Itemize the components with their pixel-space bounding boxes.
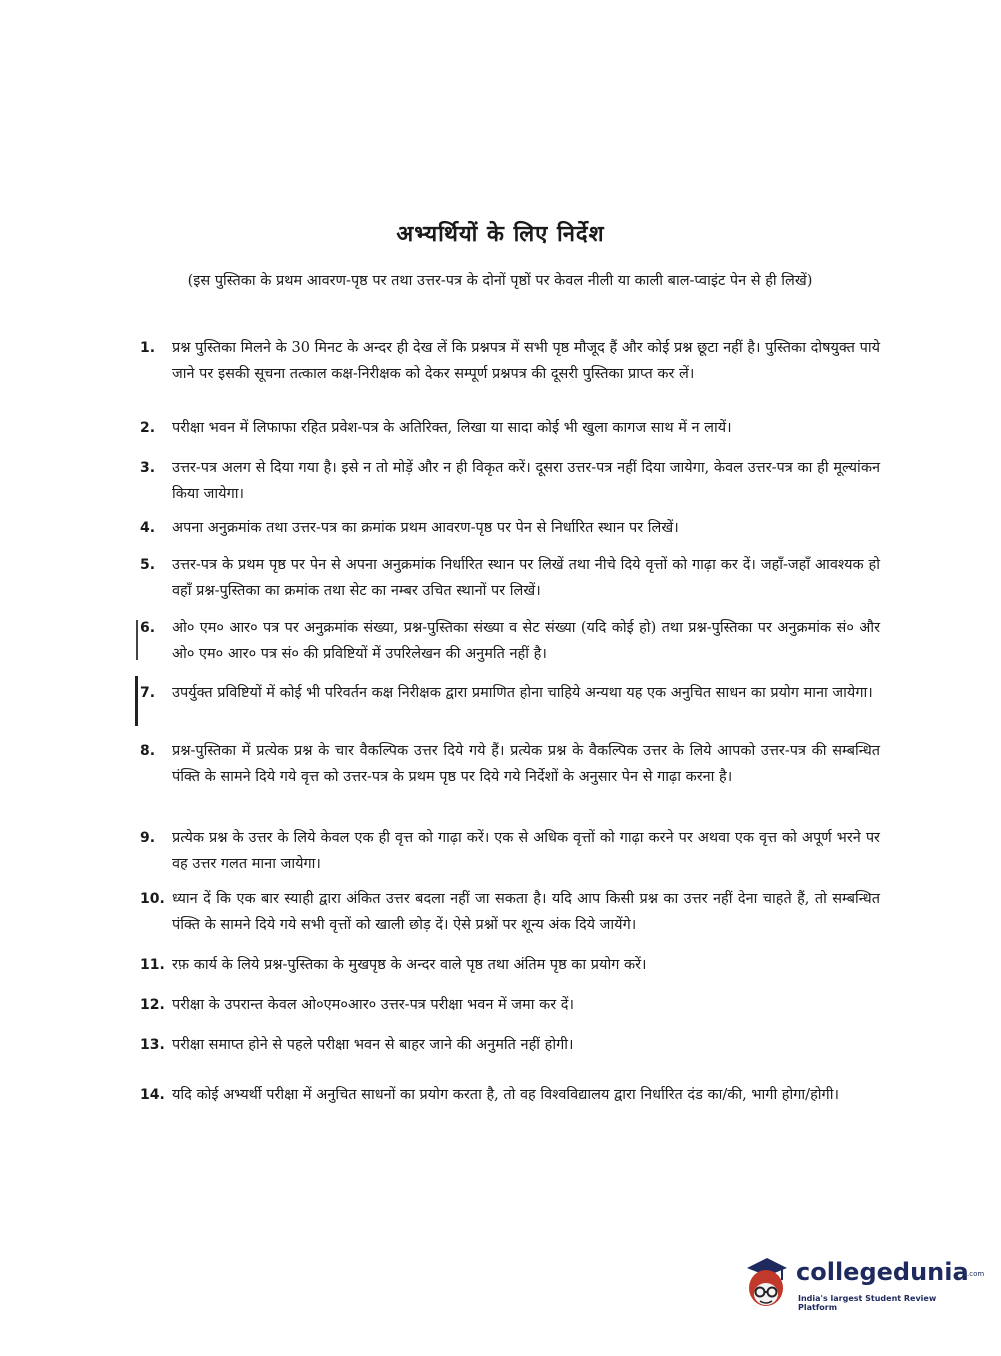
- instruction-item: [140, 886, 880, 938]
- item-text: परीक्षा के उपरान्त केवल ओ०एम०आर० उत्तर-पत्र परीक्षा भवन में जमा कर दें।: [172, 997, 574, 1013]
- page-subtitle: (इस पुस्तिका के प्रथम आवरण-पृष्ठ पर तथा उत्तर-पत्र के दोनों पृष्ठों पर केवल नीली या काली बाल-प्वाइंट पेन से ही लिखें): [187, 273, 813, 289]
- item-number: 14.: [140, 1087, 165, 1103]
- item-text: परीक्षा भवन में लिफाफा रहित प्रवेश-पत्र के अतिरिक्त, लिखा या सादा कोई भी खुला कागज साथ में न लायें।: [172, 420, 732, 436]
- item-number: 1.: [140, 340, 156, 356]
- instruction-item: [140, 992, 880, 1018]
- item-text: उपर्युक्त प्रविष्टियों में कोई भी परिवर्तन कक्ष निरीक्षक द्वारा प्रमाणित होना चाहिये अन्यथा यह एक अनुचित साधन का प्रयोग माना जायेगा।: [172, 685, 873, 701]
- instruction-item: [140, 1082, 880, 1108]
- item-number: 12.: [140, 997, 165, 1013]
- item-number: 4.: [140, 520, 156, 536]
- item-text: अपना अनुक्रमांक तथा उत्तर-पत्र का क्रमांक प्रथम आवरण-पृष्ठ पर पेन से निर्धारित स्थान पर लिखें।: [172, 520, 679, 536]
- item-number: 5.: [140, 557, 156, 573]
- item-text: प्रश्न-पुस्तिका में प्रत्येक प्रश्न के चार वैकल्पिक उत्तर दिये गये हैं। प्रत्येक प्रश्न के वैकल्पिक उत्तर के लिये आपको उत्तर-पत्र की सम्बन्धित पंक्ति के सामने दिये गये वृत्त को उत्तर-पत्र के प्रथम पृष्ठ पर दिये गये निर्देशों के अनुसार पेन से गाढ़ा करना है।: [172, 743, 880, 785]
- item-text: परीक्षा समाप्त होने से पहले परीक्षा भवन से बाहर जाने की अनुमति नहीं होगी।: [172, 1037, 574, 1053]
- item-number: 6.: [140, 620, 156, 636]
- item-text: यदि कोई अभ्यर्थी परीक्षा में अनुचित साधनों का प्रयोग करता है, तो वह विश्वविद्यालय द्वारा निर्धारित दंड का/की, भागी होगा/होगी।: [172, 1087, 839, 1103]
- item-text: प्रश्न पुस्तिका मिलने के 30 मिनट के अन्दर ही देख लें कि प्रश्नपत्र में सभी पृष्ठ मौजूद हैं और कोई प्रश्न छूटा नहीं है। पुस्तिका दोषयुक्त पाये जाने पर इसकी सूचना तत्काल कक्ष-निरीक्षक को देकर सम्पूर्ण प्रश्नपत्र की दूसरी पुस्तिका प्राप्त कर लें।: [172, 340, 880, 382]
- instruction-item: [140, 552, 880, 604]
- collegedunia-logo: [742, 1248, 985, 1318]
- logo-tagline: India's largest Student Review Platform: [798, 1294, 937, 1312]
- item-text: ओ० एम० आर० पत्र पर अनुक्रमांक संख्या, प्रश्न-पुस्तिका संख्या व सेट संख्या (यदि कोई हो) तथा प्रश्न-पुस्तिका पर अनुक्रमांक सं० और ओ० एम० आर० पत्र सं० की प्रविष्टियों में उपरिलेखन की अनुमति नहीं है।: [172, 620, 880, 662]
- logo-domain: .com: [967, 1270, 985, 1278]
- instruction-item: [140, 615, 880, 667]
- item-number: 13.: [140, 1037, 165, 1053]
- instruction-item: [140, 335, 880, 387]
- instruction-item: [140, 680, 880, 706]
- instruction-item: [140, 415, 880, 441]
- instruction-item: [140, 455, 880, 507]
- item-text: ध्यान दें कि एक बार स्याही द्वारा अंकित उत्तर बदला नहीं जा सकता है। यदि आप किसी प्रश्न का उत्तर नहीं देना चाहते हैं, तो सम्बन्धित पंक्ति के सामने दिये गये सभी वृत्तों को खाली छोड़ दें। ऐसे प्रश्नों पर शून्य अंक दिये जायेंगे।: [172, 891, 880, 933]
- item-number: 2.: [140, 420, 156, 436]
- item-number: 9.: [140, 830, 156, 846]
- instruction-item: [140, 738, 880, 790]
- margin-mark: [136, 620, 138, 660]
- item-number: 7.: [140, 685, 156, 701]
- item-text: उत्तर-पत्र अलग से दिया गया है। इसे न तो मोड़ें और न ही विकृत करें। दूसरा उत्तर-पत्र नहीं दिया जायेगा, केवल उत्तर-पत्र का ही मूल्यांकन किया जायेगा।: [172, 460, 880, 502]
- instruction-item: [140, 1032, 880, 1058]
- item-text: रफ़ कार्य के लिये प्रश्न-पुस्तिका के मुखपृष्ठ के अन्दर वाले पृष्ठ तथा अंतिम पृष्ठ का प्रयोग करें।: [172, 957, 647, 973]
- item-text: प्रत्येक प्रश्न के उत्तर के लिये केवल एक ही वृत्त को गाढ़ा करें। एक से अधिक वृत्तों को गाढ़ा करने पर अथवा एक वृत्त को अपूर्ण भरने पर वह उत्तर गलत माना जायेगा।: [172, 830, 880, 872]
- item-number: 3.: [140, 460, 156, 476]
- instruction-item: [140, 515, 880, 541]
- item-number: 8.: [140, 743, 156, 759]
- item-number: 11.: [140, 957, 165, 973]
- logo-wordmark: collegedunia: [796, 1258, 969, 1286]
- instruction-item: [140, 952, 880, 978]
- mascot-icon: [742, 1254, 792, 1310]
- item-number: 10.: [140, 891, 165, 907]
- page-title: अभ्यर्थियों के लिए निर्देश: [396, 221, 605, 247]
- item-text: उत्तर-पत्र के प्रथम पृष्ठ पर पेन से अपना अनुक्रमांक निर्धारित स्थान पर लिखें तथा नीचे दिये वृत्तों को गाढ़ा कर दें। जहाँ-जहाँ आवश्यक हो वहाँ प्रश्न-पुस्तिका का क्रमांक तथा सेट का नम्बर उचित स्थानों पर लिखें।: [172, 557, 880, 599]
- instruction-item: [140, 825, 880, 877]
- margin-mark: [135, 676, 138, 726]
